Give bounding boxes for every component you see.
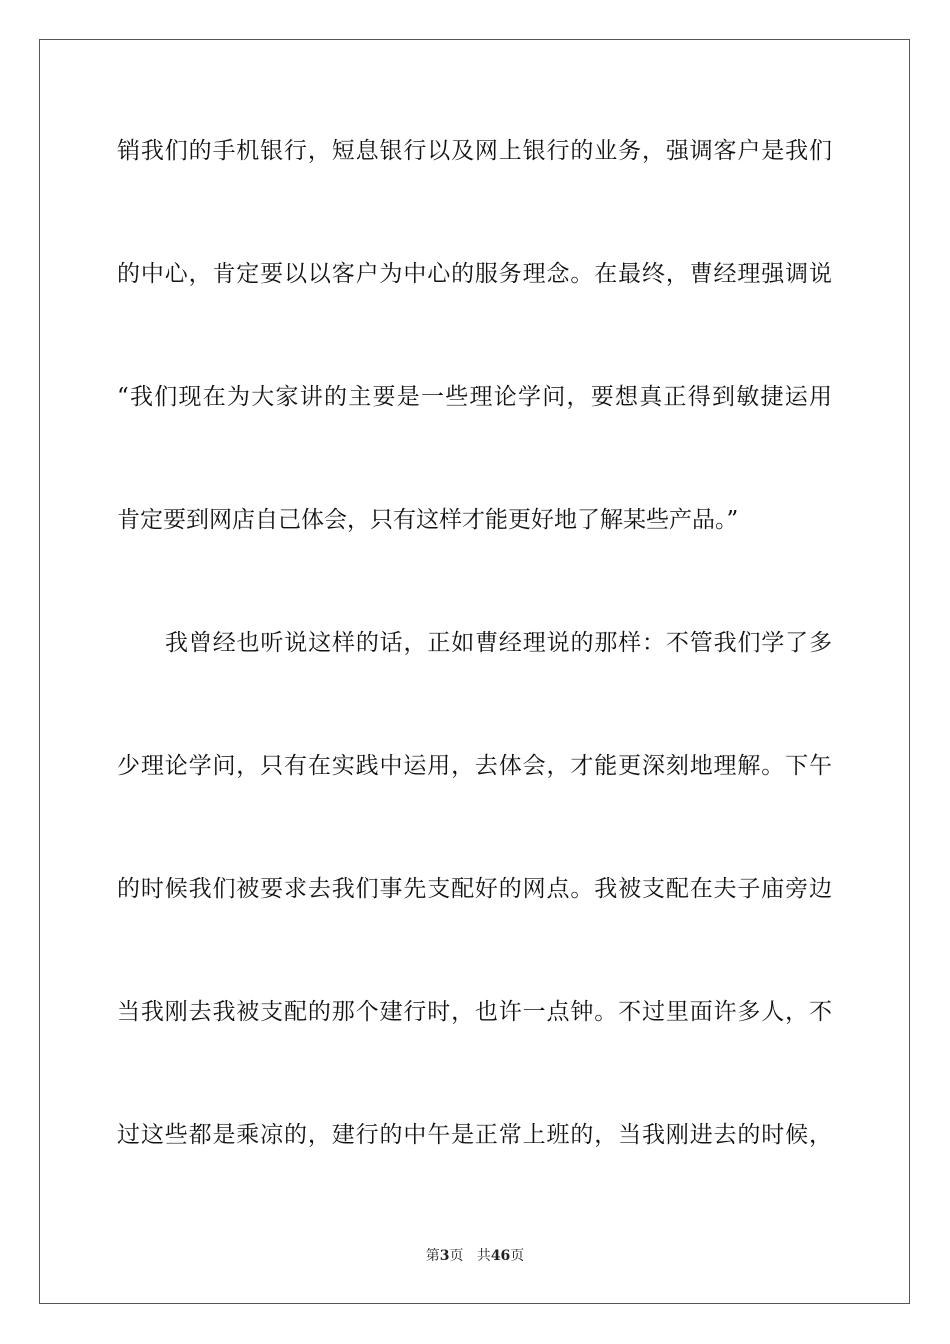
total-pages: 46 xyxy=(490,1248,511,1264)
total-suffix: 页 xyxy=(510,1248,525,1264)
paragraph-first-line: 我曾经也听说这样的话，正如曹经理说的那样：不管我们学了多 xyxy=(165,630,832,656)
page-number: 3 xyxy=(439,1248,450,1264)
page-prefix: 第 xyxy=(425,1248,440,1264)
page-footer xyxy=(0,1247,950,1265)
text-line: 的中心，肯定要以以客户为中心的服务理念。在最终，曹经理强调说 xyxy=(117,261,832,287)
text-line: 过这些都是乘凉的，建行的中午是正常上班的，当我刚进去的时候， xyxy=(117,1122,832,1148)
total-prefix: 共 xyxy=(476,1248,491,1264)
text-line: “我们现在为大家讲的主要是一些理论学问，要想真正得到敏捷运用 xyxy=(117,384,832,410)
text-line: 肯定要到网店自己体会，只有这样才能更好地了解某些产品。” xyxy=(117,507,739,533)
page-suffix: 页 xyxy=(449,1248,464,1264)
text-line: 的时候我们被要求去我们事先支配好的网点。我被支配在夫子庙旁边 xyxy=(117,876,832,902)
text-line: 少理论学问，只有在实践中运用，去体会，才能更深刻地理解。下午 xyxy=(117,753,832,779)
text-line: 销我们的手机银行，短息银行以及网上银行的业务，强调客户是我们 xyxy=(117,138,832,164)
text-line: 当我刚去我被支配的那个建行时，也许一点钟。不过里面许多人，不 xyxy=(117,999,832,1025)
page-border xyxy=(39,39,910,1304)
